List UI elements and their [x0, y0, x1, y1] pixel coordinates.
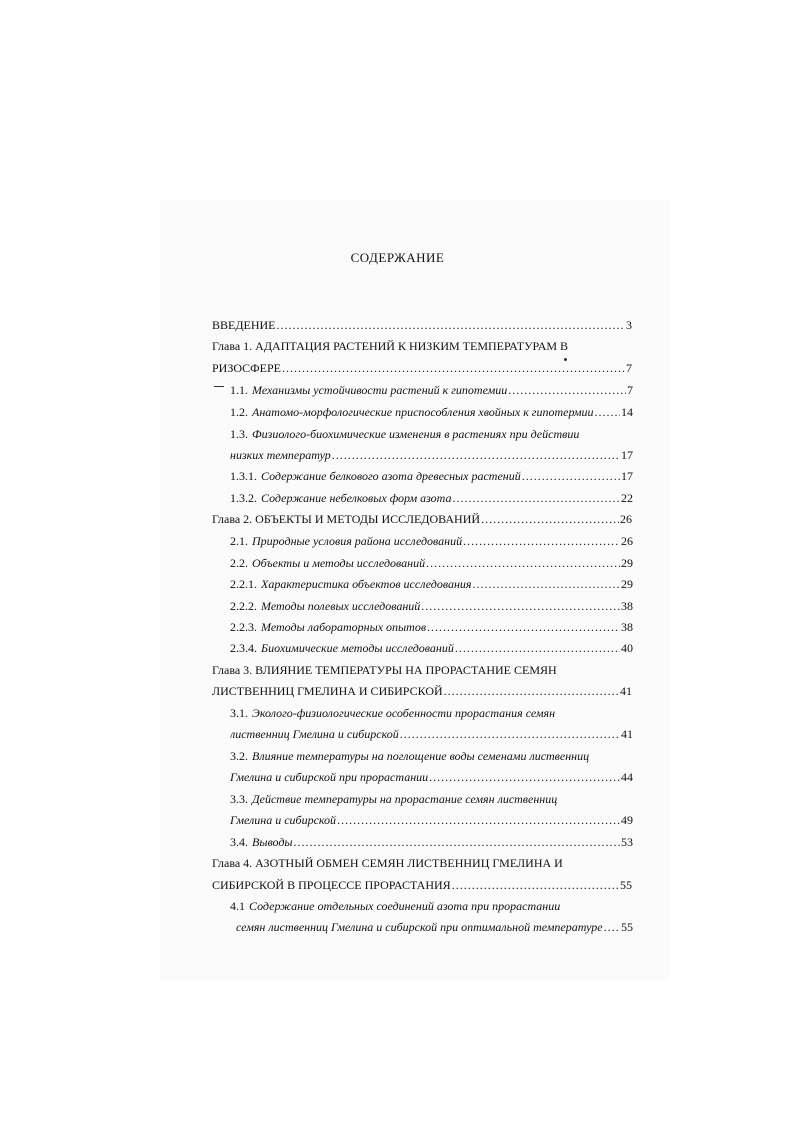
toc-entry-text: лиственниц Гмелина и сибирской [230, 727, 399, 741]
dot-leader [426, 555, 620, 571]
toc-entry-text: Биохимические методы исследований [261, 641, 454, 655]
toc-entry-text: Глава 1. АДАПТАЦИЯ РАСТЕНИЙ К НИЗКИМ ТЕМПЕРАТУРАМ В [212, 339, 569, 353]
toc-entry-number: 1.3.2. [230, 491, 257, 505]
toc-entry-text: семян лиственниц Гмелина и сибирской при оптимальной температуре [236, 920, 603, 934]
toc-page-number: 40 [621, 641, 633, 655]
toc-entry-number: 1.1. [230, 383, 248, 397]
toc-page-number: 53 [621, 835, 633, 849]
toc-entry-chapter-4[interactable] [212, 855, 632, 871]
toc-entry-number: 1.3. [230, 427, 248, 441]
toc-page-number: 29 [621, 577, 633, 591]
toc-entry-text: Механизмы устойчивости растений к гипотемии [252, 383, 508, 397]
dot-leader [282, 360, 625, 376]
toc-page-number: 38 [621, 620, 633, 634]
toc-entry-number: 3.4. [230, 835, 248, 849]
toc-entry-text: Характеристика объектов исследования [261, 577, 472, 591]
toc-entry-text: Глава 3. ВЛИЯНИЕ ТЕМПЕРАТУРЫ НА ПРОРАСТАНИЕ СЕМЯН [212, 663, 557, 677]
toc-entry-number: 4.1 [230, 899, 245, 913]
toc-page-number: 29 [621, 556, 633, 570]
toc-entry-number: 3.2. [230, 749, 248, 763]
toc-entry-text: Эколого-физиологические особенности прорастания семян [252, 706, 556, 720]
toc-entry-3-2-cont[interactable] [230, 769, 633, 785]
dot-leader [427, 619, 620, 635]
toc-entry-1-3-2[interactable] [230, 490, 633, 506]
dot-leader [421, 598, 620, 614]
toc-entry-introduction[interactable] [212, 317, 632, 333]
dot-leader [481, 511, 619, 527]
toc-page-number: 22 [621, 491, 633, 505]
toc-entry-3-2[interactable] [230, 748, 633, 764]
toc-entry-text: СИБИРСКОЙ В ПРОЦЕССЕ ПРОРАСТАНИЯ [212, 878, 451, 892]
dot-leader [473, 576, 621, 592]
dot-leader [294, 834, 620, 850]
dot-leader [429, 769, 620, 785]
toc-entry-4-1-cont[interactable] [236, 919, 633, 935]
toc-entry-text: Природные условия района исследований [252, 534, 463, 548]
toc-entry-chapter-2[interactable] [212, 511, 632, 527]
toc-entry-3-1-cont[interactable] [230, 726, 633, 742]
dot-leader [332, 447, 620, 463]
toc-entry-1-3[interactable] [230, 426, 633, 442]
toc-entry-2-2[interactable] [230, 555, 633, 571]
scan-mark [214, 386, 224, 387]
toc-entry-2-2-2[interactable] [230, 598, 633, 614]
dot-leader [522, 468, 620, 484]
toc-entry-number: 1.3.1. [230, 469, 257, 483]
toc-entry-number: 3.3. [230, 792, 248, 806]
toc-entry-number: 3.1. [230, 706, 248, 720]
toc-page-number: 17 [621, 469, 633, 483]
toc-entry-text: Анатомо-морфологические приспособления хвойных к гипотермии [252, 405, 594, 419]
dot-leader [595, 404, 620, 420]
toc-page-number: 26 [621, 534, 633, 548]
toc-entry-chapter-3[interactable] [212, 662, 632, 678]
dot-leader [452, 877, 619, 893]
toc-page-number: 17 [621, 448, 633, 462]
toc-entry-chapter-1[interactable] [212, 338, 632, 354]
toc-entry-text: Гмелина и сибирской [230, 813, 337, 827]
toc-title: СОДЕРЖАНИЕ [350, 250, 445, 265]
toc-entry-text: Методы лабораторных опытов [261, 620, 427, 634]
toc-entry-1-2[interactable] [230, 404, 633, 420]
dot-leader [604, 919, 620, 935]
toc-entry-number: 2.2. [230, 556, 248, 570]
toc-entry-2-3-4[interactable] [230, 640, 633, 656]
toc-entry-chapter-1-cont[interactable] [212, 360, 632, 376]
toc-entry-text: низких температур [230, 448, 331, 462]
toc-entry-number: 2.2.1. [230, 577, 257, 591]
toc-entry-text: Действие температуры на прорастание семян лиственниц [252, 792, 558, 806]
toc-entry-text: Содержание отдельных соединений азота при прорастании [249, 899, 561, 913]
toc-page-number: 26 [620, 512, 632, 526]
toc-page-number: 49 [621, 813, 633, 827]
toc-entry-number: 2.3.4. [230, 641, 257, 655]
toc-entry-chapter-4-cont[interactable] [212, 877, 632, 893]
toc-entry-text: Влияние температуры на поглощение воды семенами лиственниц [252, 749, 590, 763]
toc-page-number: 14 [621, 405, 633, 419]
scan-speck [564, 358, 567, 361]
toc-entry-chapter-3-cont[interactable] [212, 683, 632, 699]
toc-page-number: 7 [627, 383, 633, 397]
dot-leader [277, 317, 625, 333]
dot-leader [508, 382, 626, 398]
toc-entry-text: Гмелина и сибирской при прорастании [230, 770, 429, 784]
toc-entry-3-3-cont[interactable] [230, 812, 633, 828]
dot-leader [400, 726, 620, 742]
toc-entry-text: Методы полевых исследований [261, 599, 421, 613]
toc-entry-3-4[interactable] [230, 834, 633, 850]
toc-entry-text: Физиолого-биохимические изменения в растениях при действии [252, 427, 580, 441]
toc-entry-number: 1.2. [230, 405, 248, 419]
toc-page-number: 44 [621, 770, 633, 784]
toc-entry-number: 2.2.2. [230, 599, 257, 613]
toc-entry-text: ЛИСТВЕННИЦ ГМЕЛИНА И СИБИРСКОЙ [212, 684, 443, 698]
toc-entry-2-2-3[interactable] [230, 619, 633, 635]
toc-entry-3-3[interactable] [230, 791, 633, 807]
toc-entry-text: Содержание белкового азота древесных растений [261, 469, 521, 483]
toc-page-number: 3 [626, 318, 632, 332]
dot-leader [452, 490, 620, 506]
toc-entry-text: Объекты и методы исследований [252, 556, 426, 570]
toc-page-number: 7 [626, 361, 632, 375]
toc-entry-text: ВВЕДЕНИЕ [212, 318, 276, 332]
toc-entry-4-1[interactable] [230, 898, 633, 914]
toc-page-number: 55 [621, 920, 633, 934]
toc-entry-1-1[interactable] [230, 382, 633, 398]
toc-page-number: 41 [620, 684, 632, 698]
dot-leader [444, 683, 619, 699]
toc-entry-1-3-1[interactable] [230, 468, 633, 484]
toc-page-number: 38 [621, 599, 633, 613]
dot-leader [337, 812, 620, 828]
toc-entry-2-1[interactable] [230, 533, 633, 549]
dot-leader [455, 640, 620, 656]
toc-entry-text: Глава 4. АЗОТНЫЙ ОБМЕН СЕМЯН ЛИСТВЕННИЦ ГМЕЛИНА И [212, 856, 563, 870]
dot-leader [463, 533, 620, 549]
toc-entry-number: 2.2.3. [230, 620, 257, 634]
toc-page-number: 55 [620, 878, 632, 892]
toc-entry-number: 2.1. [230, 534, 248, 548]
toc-entry-3-1[interactable] [230, 705, 633, 721]
toc-entry-text: РИЗОСФЕРЕ [212, 361, 281, 375]
toc-entry-text: Содержание небелковых форм азота [261, 491, 452, 505]
toc-entry-text: Глава 2. ОБЪЕКТЫ И МЕТОДЫ ИССЛЕДОВАНИЙ [212, 512, 481, 526]
toc-entry-1-3-cont[interactable] [230, 447, 633, 463]
toc-entry-2-2-1[interactable] [230, 576, 633, 592]
toc-entry-text: Выводы [252, 835, 293, 849]
toc-page-number: 41 [621, 727, 633, 741]
